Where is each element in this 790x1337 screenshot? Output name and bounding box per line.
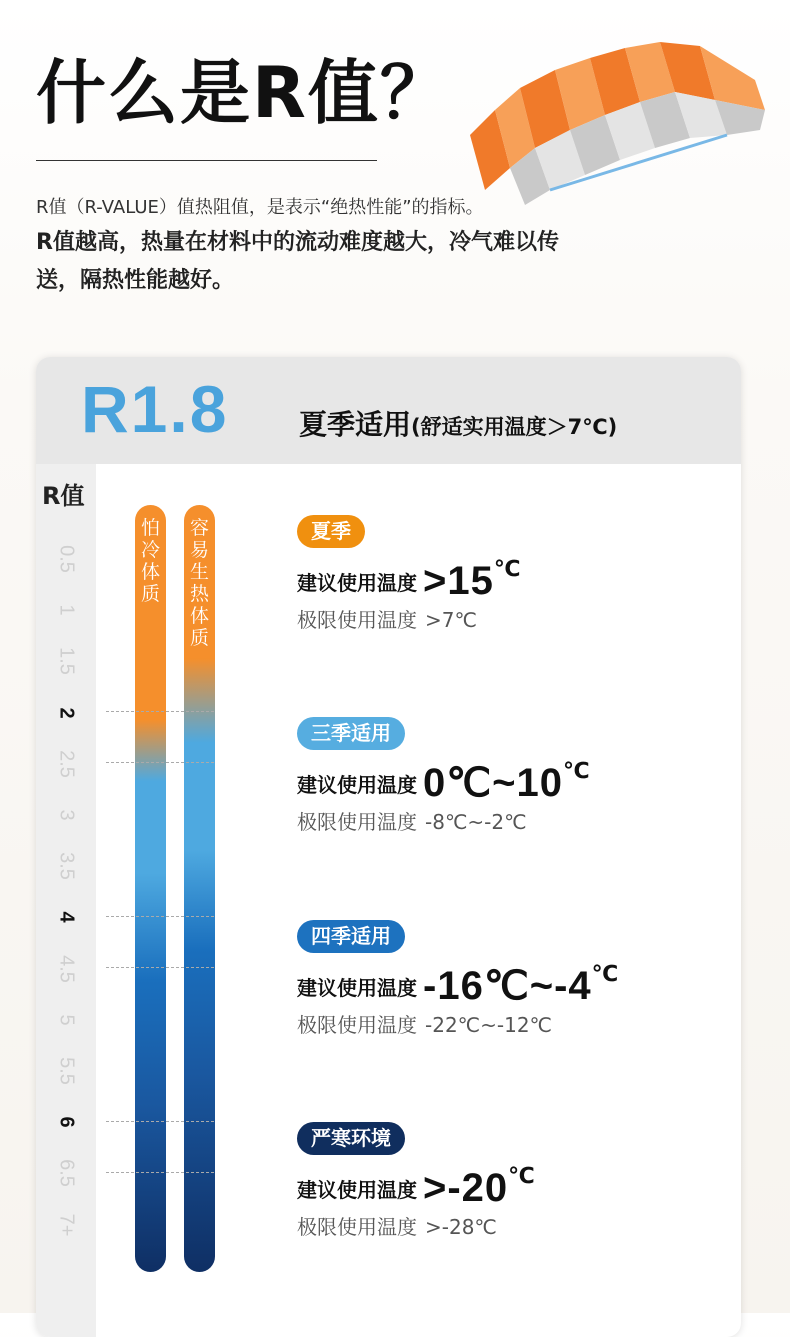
limit-value: >7℃ <box>425 608 477 632</box>
axis-tick: 7+ <box>55 1213 78 1236</box>
recommended-label: 建议使用温度 <box>297 571 417 595</box>
bar-right-label: 容易生热体质 <box>189 517 209 649</box>
axis-tick: 3.5 <box>55 852 78 881</box>
limit-temp <box>297 1009 552 1038</box>
axis-tick: 5.5 <box>55 1057 78 1085</box>
level-badge: 三季适用 <box>297 717 405 750</box>
level-badge: 夏季 <box>297 515 365 548</box>
axis-title: R值 <box>42 482 85 510</box>
bar-left-label: 怕冷体质 <box>140 517 160 605</box>
recommended-unit: ℃ <box>493 557 521 582</box>
recommended-temp <box>297 759 590 806</box>
divider-line <box>106 967 214 968</box>
recommended-label: 建议使用温度 <box>297 1178 417 1202</box>
sleeping-pad-image <box>465 40 765 210</box>
recommended-temp <box>297 557 521 604</box>
recommended-value: -16℃~-4 <box>423 964 592 1008</box>
limit-label: 极限使用温度 <box>297 1215 417 1239</box>
limit-label: 极限使用温度 <box>297 608 417 632</box>
axis-tick: 4 <box>55 911 78 923</box>
limit-temp <box>297 604 477 633</box>
r-value-card <box>36 357 741 1337</box>
limit-temp <box>297 806 527 835</box>
recommended-value: 0℃~10 <box>423 761 564 805</box>
recommended-unit: ℃ <box>563 759 590 784</box>
divider-line <box>106 916 214 917</box>
axis-tick: 6 <box>55 1116 78 1128</box>
limit-value: >-28℃ <box>425 1215 497 1239</box>
axis-tick: 6.5 <box>55 1159 78 1188</box>
axis-tick: 5 <box>55 1014 78 1026</box>
bar-cold-sensitive <box>135 505 166 1272</box>
recommended-label: 建议使用温度 <box>297 976 417 1000</box>
axis-tick: 3 <box>55 809 78 821</box>
season-main: 夏季适用 <box>299 408 412 441</box>
limit-value: -22℃~-12℃ <box>425 1013 553 1037</box>
limit-value: -8℃~-2℃ <box>425 810 527 834</box>
limit-label: 极限使用温度 <box>297 1013 417 1037</box>
recommended-temp <box>297 1164 535 1211</box>
page-title: 什么是R值？ <box>36 52 452 134</box>
limit-label: 极限使用温度 <box>297 810 417 834</box>
title-underline <box>36 160 377 161</box>
axis-tick: 2 <box>55 707 78 719</box>
card-header <box>36 357 741 464</box>
divider-line <box>106 1121 214 1122</box>
axis-tick: 4.5 <box>55 954 78 983</box>
recommended-unit: ℃ <box>508 1164 535 1189</box>
level-badge: 严寒环境 <box>297 1122 405 1155</box>
recommended-temp <box>297 962 618 1009</box>
season-title <box>299 403 617 443</box>
recommended-value: >15 <box>423 559 494 603</box>
divider-line <box>106 762 214 763</box>
divider-line <box>106 1172 214 1173</box>
r-axis <box>36 464 96 1337</box>
season-note: (舒适实用温度＞7℃) <box>411 415 618 439</box>
limit-temp <box>297 1211 497 1240</box>
axis-tick: 1 <box>55 604 78 616</box>
axis-tick: 1.5 <box>55 647 78 676</box>
level-badge: 四季适用 <box>297 920 405 953</box>
axis-tick: 0.5 <box>55 545 78 573</box>
axis-tick: 2.5 <box>55 749 78 778</box>
intro-line-2: R值越高，热量在材料中的流动难度越大，冷气难以传送，隔热性能越好。 <box>36 230 559 293</box>
r-value: R1.8 <box>81 372 229 446</box>
divider-line <box>106 711 214 712</box>
recommended-value: >-20 <box>423 1166 509 1210</box>
recommended-label: 建议使用温度 <box>297 773 417 797</box>
intro-line-1: R值（R-VALUE）值热阻值，是表示“绝热性能”的指标。 <box>36 197 484 218</box>
recommended-unit: ℃ <box>591 962 619 987</box>
